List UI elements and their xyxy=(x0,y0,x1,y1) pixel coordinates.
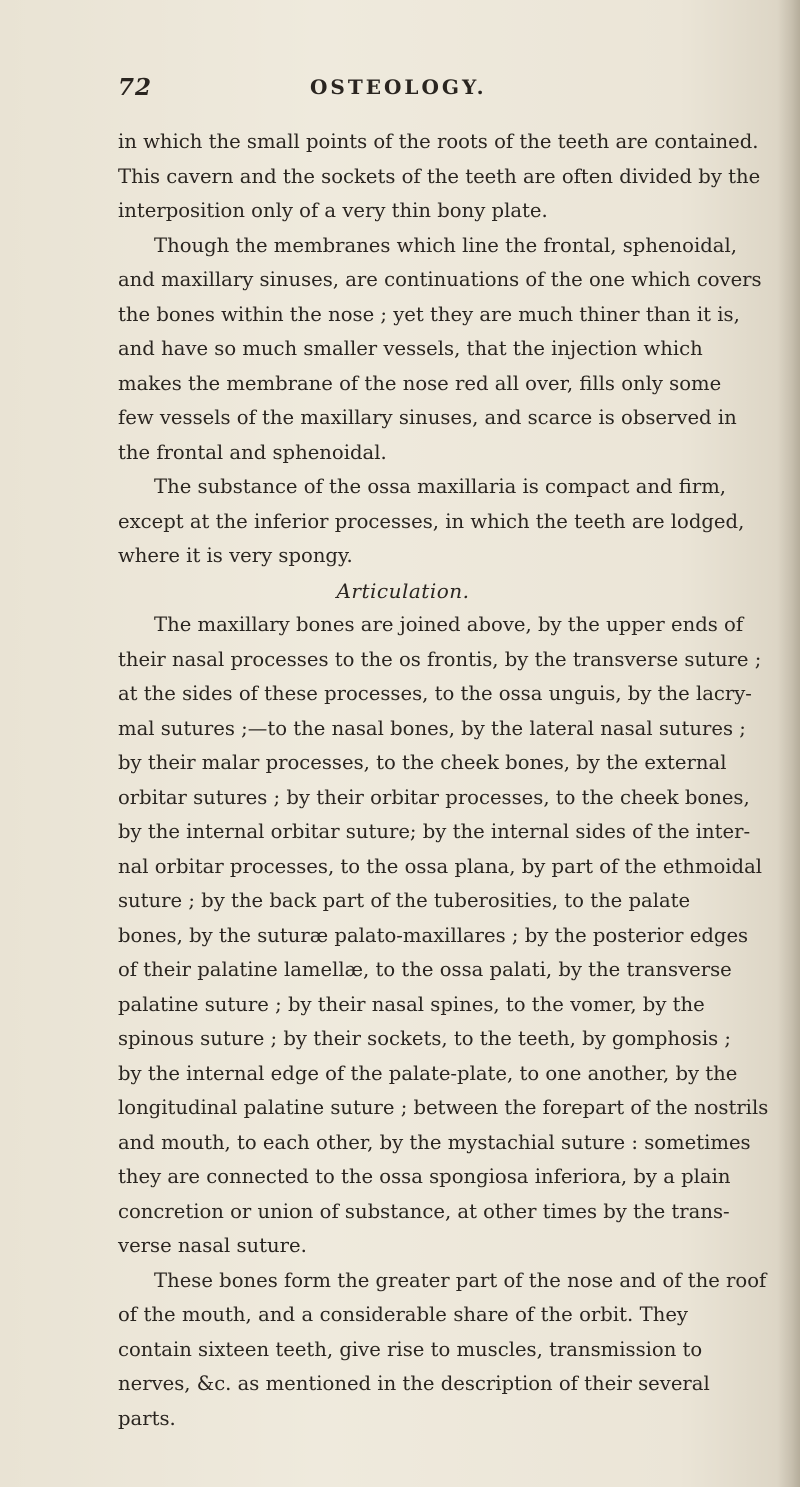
text-line: and have so much smaller vessels, that the injection which xyxy=(118,337,703,360)
text-line: in which the small points of the roots of the teeth are contained. xyxy=(118,130,759,153)
text-line: concretion or union of substance, at other times by the trans- xyxy=(118,1199,730,1223)
text-line: of their palatine lamellæ, to the ossa palati, by the transverse xyxy=(118,958,732,981)
running-head: OSTEOLOGY. xyxy=(310,75,487,99)
text-line: palatine suture ; by their nasal spines, to the vomer, by the xyxy=(118,992,705,1016)
text-line: except at the inferior processes, in which the teeth are lodged, xyxy=(118,509,745,533)
text-line: nal orbitar processes, to the ossa plana, by part of the ethmoidal xyxy=(118,854,763,878)
text-line: of the mouth, and a considerable share of the orbit. They xyxy=(118,1303,688,1326)
text-line: few vessels of the maxillary sinuses, and scarce is observed in xyxy=(118,406,737,429)
text-line: mal sutures ;—to the nasal bones, by the lateral nasal sutures ; xyxy=(118,716,746,740)
text-line: longitudinal palatine suture ; between the forepart of the nostrils xyxy=(118,1096,769,1119)
text-line: by their malar processes, to the cheek bones, by the external xyxy=(118,751,727,774)
text-line: the bones within the nose ; yet they are much thiner than it is, xyxy=(118,302,740,326)
text-line: and maxillary sinuses, are continuations of the one which covers xyxy=(118,268,762,291)
text-line: they are connected to the ossa spongiosa inferiora, by a plain xyxy=(118,1165,731,1188)
paragraph-first-line: The substance of the ossa maxillaria is compact and firm, xyxy=(154,475,727,498)
text-line: makes the membrane of the nose red all over, fills only some xyxy=(118,371,722,395)
paragraph-first-line: These bones form the greater part of the nose and of the roof xyxy=(154,1268,767,1292)
page-header xyxy=(118,74,678,114)
text-line: interposition only of a very thin bony plate. xyxy=(118,199,548,222)
text-line: the frontal and sphenoidal. xyxy=(118,440,387,464)
text-line: where it is very spongy. xyxy=(118,544,353,567)
text-line: by the internal edge of the palate-plate, to one another, by the xyxy=(118,1061,738,1085)
text-line: their nasal processes to the os frontis, by the transverse suture ; xyxy=(118,647,762,671)
page-number: 72 xyxy=(118,74,153,101)
text-line: by the internal orbitar suture; by the internal sides of the inter- xyxy=(118,820,751,843)
text-line: parts. xyxy=(118,1406,176,1430)
text-line: orbitar sutures ; by their orbitar processes, to the cheek bones, xyxy=(118,785,750,809)
paragraph-first-line: Though the membranes which line the frontal, sphenoidal, xyxy=(154,233,737,257)
text-line: spinous suture ; by their sockets, to the teeth, by gomphosis ; xyxy=(118,1027,731,1050)
text-line: at the sides of these processes, to the ossa unguis, by the lacry- xyxy=(118,682,752,705)
page-edge-shadow xyxy=(778,0,800,1487)
text-line: and mouth, to each other, by the mystachial suture : sometimes xyxy=(118,1130,751,1154)
paragraph-first-line: The maxillary bones are joined above, by the upper ends of xyxy=(154,613,744,636)
body-text xyxy=(118,125,769,1436)
text-line: This cavern and the sockets of the teeth are often divided by the xyxy=(118,164,761,188)
text-line: nerves, &c. as mentioned in the description of their several xyxy=(118,1372,710,1395)
text-line: bones, by the suturæ palato-maxillares ; by the posterior edges xyxy=(118,923,749,947)
section-heading: Articulation. xyxy=(336,578,470,603)
text-line: contain sixteen teeth, give rise to muscles, transmission to xyxy=(118,1337,703,1361)
text-line: verse nasal suture. xyxy=(118,1234,307,1257)
text-line: suture ; by the back part of the tuberosities, to the palate xyxy=(118,889,691,912)
